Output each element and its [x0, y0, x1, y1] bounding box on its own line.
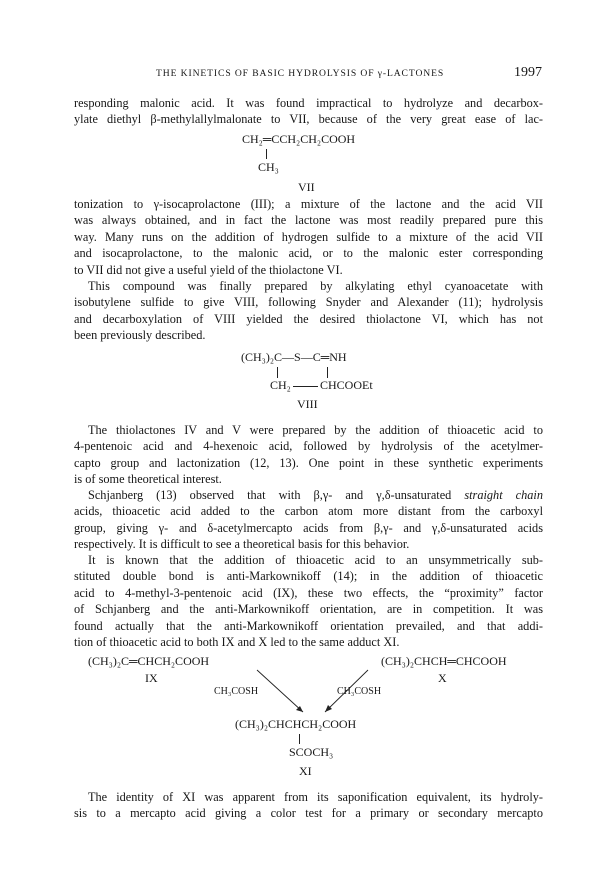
text-line: acid to 4-methyl-3-pentenoic acid (IX), these two effects, the “proximity” factor — [74, 585, 543, 600]
text-line: is of some theoretical interest. — [74, 472, 222, 487]
text-span: Schjanberg (13) observed that with β,γ- and γ,δ-unsaturated — [88, 488, 465, 502]
compound-xi: (CH₃)₂CHCHCH₂COOH — [235, 717, 357, 731]
bond-line — [299, 734, 300, 744]
text-line: The identity of XI was apparent from its saponification equivalent, its hydroly- — [88, 790, 543, 804]
compound-ix-label: IX — [145, 671, 158, 685]
compound-x-label: X — [438, 671, 447, 685]
text-line: way. Many runs on the addition of hydrogen sulfide to a mixture of the acid VII — [74, 229, 543, 244]
text-line: found actually that the anti-Markownikoff orientation prevailed, and that addi- — [74, 618, 543, 633]
text-line: been previously described. — [74, 328, 206, 343]
text-line: and isocaprolactone, to the malonic acid, or to the malonic ester corresponding — [74, 246, 543, 261]
compound-x: (CH₃)₂CHCH═CHCOOH — [381, 654, 507, 668]
text-line: isobutylene sulfide to give VIII, following Snyder and Alexander (11); hydrolysis — [74, 295, 543, 310]
compound-xi-label: XI — [299, 764, 312, 778]
formula-viii-top: (CH₃)₂C—S—C═NH — [241, 350, 347, 364]
text-line: stituted double bond is anti-Markownikoff (14); in the addition of thioacetic — [74, 569, 543, 584]
text-line: tion of thioacetic acid to both IX and X led to the same adduct XI. — [74, 635, 400, 650]
text-line: The thiolactones IV and V were prepared by the addition of thioacetic acid to — [88, 423, 543, 437]
text-line: was always obtained, and in fact the lactone was most readily prepared pure this — [74, 213, 543, 228]
text-line: group, giving γ- and δ-acetylmercapto acids from β,γ- and γ,δ-unsaturated acids — [74, 520, 543, 535]
text-line: and decarboxylation of VIII yielded the desired thiolactone VI, which has not — [74, 311, 543, 326]
text-line: of Schjanberg and the anti-Markownikoff orientation, are in competition. It was — [74, 602, 543, 617]
formula-vii-label: VII — [298, 180, 315, 194]
text-line: acids, thioacetic acid added to the carbon atom more distant from the carboxyl — [74, 504, 543, 519]
emphasis-text: straight chain — [464, 488, 543, 502]
text-line: ylate diethyl β-methylallylmalonate to VII, because of the very great ease of lac- — [74, 112, 543, 127]
formula-vii-branch: CH₃ — [258, 160, 279, 174]
formula-vii-main: CH₂═CCH₂CH₂COOH — [242, 132, 356, 146]
text-line: tonization to γ-isocaprolactone (III); a mixture of the lactone and the acid VII — [74, 197, 543, 211]
running-title: THE KINETICS OF BASIC HYDROLYSIS OF γ-LACTONES — [156, 68, 445, 79]
reagent-left: CH₃COSH — [214, 686, 259, 697]
compound-ix: (CH₃)₂C═CHCH₂COOH — [88, 654, 210, 668]
text-line: This compound was finally prepared by alkylating ethyl cyanoacetate with — [88, 279, 543, 293]
text-line: 4-pentenoic acid and 4-hexenoic acid, followed by hydrolysis of the acetylmer- — [74, 439, 543, 454]
formula-viii-bottom-right: CHCOOEt — [320, 378, 373, 392]
text-line: capto group and lactonization (12, 13). One point in these synthetic experiments — [74, 455, 543, 470]
formula-viii-bottom-left: CH₂ — [270, 378, 291, 392]
paragraph-7 — [74, 789, 543, 822]
arrow-left — [257, 670, 303, 712]
text-line: sis to a mercapto acid giving a color test for a primary or secondary mercapto — [74, 806, 543, 821]
page-number: 1997 — [514, 65, 542, 80]
compound-xi-substituent: SCOCH₃ — [289, 745, 334, 759]
formula-viii-label: VIII — [297, 397, 318, 411]
text-line: responding malonic acid. It was found impractical to hydrolyze and decarbox- — [74, 96, 543, 110]
text-line: It is known that the addition of thioacetic acid to an unsymmetrically sub- — [88, 553, 543, 567]
reagent-right: CH₃COSH — [337, 686, 382, 697]
text-line: respectively. It is difficult to see a theoretical basis for this behavior. — [74, 537, 410, 552]
text-line: to VII did not give a useful yield of the thiolactone VI. — [74, 262, 343, 277]
